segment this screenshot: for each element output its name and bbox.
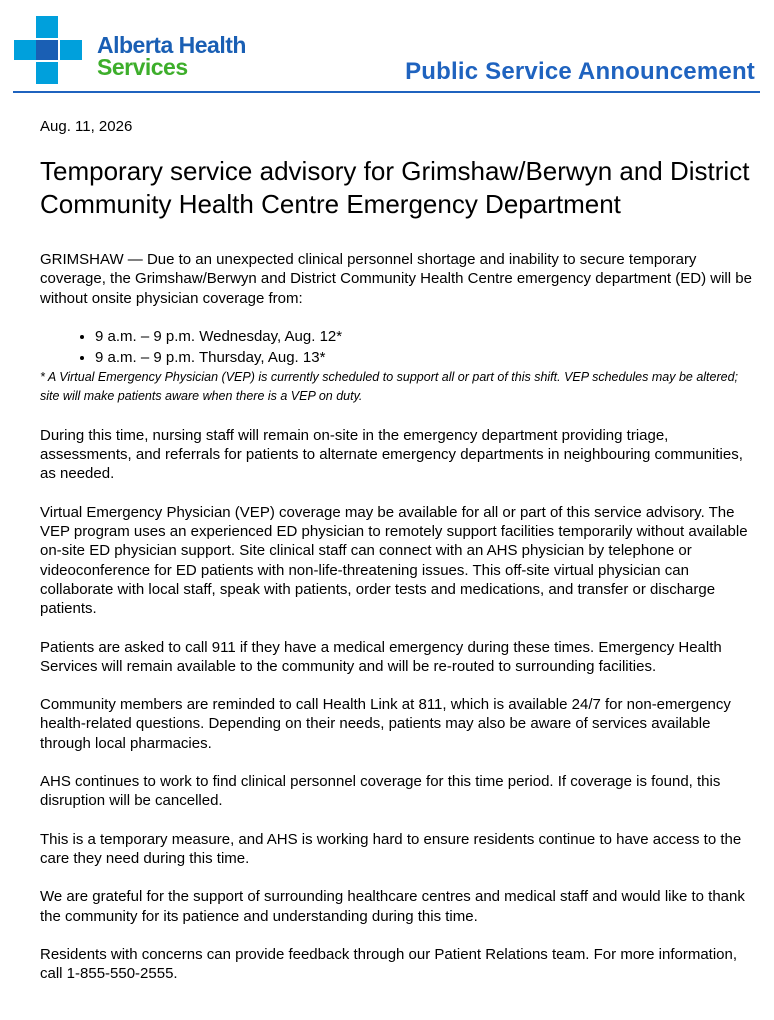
schedule-item: • 9 a.m. – 9 p.m. Thursday, Aug. 13* <box>95 347 760 368</box>
schedule-list <box>40 326 760 368</box>
paragraph-emergency: Patients are asked to call 911 if they have a medical emergency during these times. Emergency Health Services will remain available to the community and will be re-routed to surrounding facilities. <box>40 638 722 675</box>
org-name <box>97 34 246 78</box>
org-name-line2: Services <box>97 54 188 80</box>
intro-paragraph: GRIMSHAW — Due to an unexpected clinical personnel shortage and inability to secure temporary coverage, the Grimshaw/Berwyn and District Community Health Centre emergency department (ED) will be without onsite physician coverage from: <box>40 251 752 307</box>
paragraph-temporary: This is a temporary measure, and AHS is working hard to ensure residents continue to have access to the care they need during this time. <box>40 830 742 867</box>
paragraph-thanks: We are grateful for the support of surrounding healthcare centres and medical staff and would like to thank the community for its patience and understanding during this time. <box>40 888 745 925</box>
paragraph-coverage: AHS continues to work to find clinical personnel coverage for this time period. If coverage is found, this disruption will be cancelled. <box>40 773 721 810</box>
header-divider <box>13 91 760 93</box>
release-date: Aug. 11, 2026 <box>40 118 133 135</box>
announcement-type: Public Service Announcement <box>405 58 755 85</box>
vep-footnote: * A Virtual Emergency Physician (VEP) is currently scheduled to support all or part of this shift. VEP schedules may be altered; site will make patients aware when there is a VEP on duty. <box>40 369 739 404</box>
schedule-item: • 9 a.m. – 9 p.m. Wednesday, Aug. 12* <box>95 326 760 347</box>
ahs-logo-cross-icon <box>12 16 84 84</box>
paragraph-nursing: During this time, nursing staff will remain on-site in the emergency department providing triage, assessments, and referrals for patients to alternate emergency departments in neighbouring communities, as needed. <box>40 426 743 483</box>
paragraph-feedback: Residents with concerns can provide feedback through our Patient Relations team. For more information, call 1-855-550-2555. <box>40 945 738 983</box>
org-name-line1: Alberta Health <box>97 32 246 58</box>
paragraph-vep: Virtual Emergency Physician (VEP) coverage may be available for all or part of this service advisory. The VEP program uses an experienced ED physician to remotely support facilities temporarily without available on-site ED physician support. Site clinical staff can connect with an AHS physician by telephone or videoconference for ED patients with non-life-threatening issues. This off-site virtual physician can collaborate with local staff, speak with patients, order tests and medications, and transfer or discharge patients. <box>40 503 748 618</box>
body-content <box>40 250 760 983</box>
headline: Temporary service advisory for Grimshaw/Berwyn and District Community Health Centre Emergency Department <box>40 156 750 219</box>
paragraph-health-link: Community members are reminded to call Health Link at 811, which is available 24/7 for non-emergency health-related questions. Depending on their needs, patients may also be aware of services available through local pharmacies. <box>40 696 731 752</box>
